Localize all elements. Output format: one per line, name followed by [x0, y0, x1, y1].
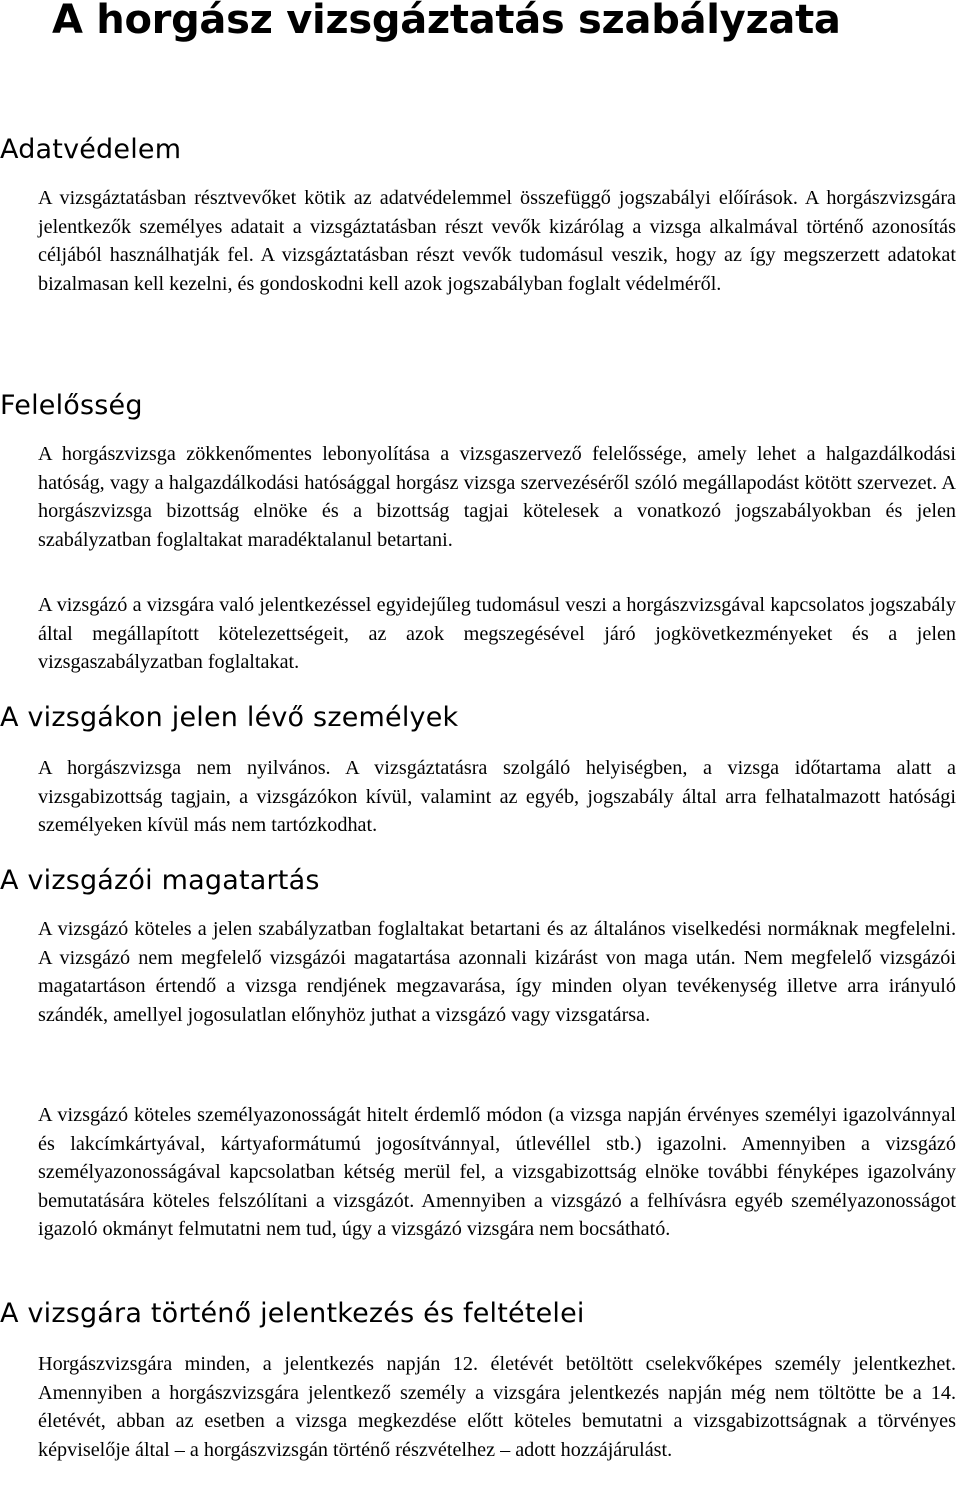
paragraph-vizsgazoi-magatartas-1: A vizsgázó köteles a jelen szabályzatban foglaltakat betartani és az általános viselkedési normáknak megfelelni. A vizsgázó nem megfelelő vizsgázói magatartása azonnali kizárást von maga után. Nem megfelelő vizsgázói magatartáson értendő a vizsga rendjének megzavarása, így minden olyan tevékenység illetve arra irányuló szándék, amellyel jogosulatlan előnyhöz juthat a vizsgázó vagy vizsgatársa. — [38, 918, 956, 1026]
heading-jelen-levo-szemelyek: A vizsgákon jelen lévő személyek — [0, 702, 459, 733]
paragraph-vizsgazoi-magatartas-2: A vizsgázó köteles személyazonosságát hitelt érdemlő módon (a vizsga napján érvényes személyi igazolvánnyal és lakcímkártyával, kártyaformátumú jogosítvánnyal, útlevéllel stb.) igazolni. Amennyiben a vizsgázó személyazonosságával kapcsolatban kétség merül fel, a vizsgabizottság elnöke további fényképes igazolvány bemutatására köteles felszólítani a vizsgázót. Amennyiben a vizsgázó a felhívásra egyéb személyazonosságot igazoló okmányt felmutatni nem tud, úgy a vizsgázó vizsgára nem bocsátható. — [38, 1104, 956, 1241]
heading-vizsgazoi-magatartas: A vizsgázói magatartás — [0, 865, 320, 896]
heading-felelosseg: Felelősség — [0, 390, 143, 421]
heading-jelentkezes-feltetelei: A vizsgára történő jelentkezés és feltételei — [0, 1298, 585, 1329]
heading-adatvedelem: Adatvédelem — [0, 134, 182, 165]
document-title: A horgász vizsgáztatás szabályzata — [52, 0, 841, 43]
paragraph-jelentkezes-feltetelei: Horgászvizsgára minden, a jelentkezés napján 12. életévét betöltött cselekvőképes személy jelentkezhet. Amennyiben a horgászvizsgára jelentkező személy a vizsgára jelentkezés napján még nem töltötte be a 14. életévét, abban az esetben a vizsga megkezdése előtt köteles bemutatni a vizsgabizottságnak a törvényes képviselője által – a horgászvizsgán történő részvételhez – adott hozzájárulást. — [38, 1353, 956, 1461]
paragraph-jelen-levo-szemelyek: A horgászvizsga nem nyilvános. A vizsgáztatásra szolgáló helyiségben, a vizsga időtartama alatt a vizsgabizottság tagjain, a vizsgázókon kívül, valamint az egyéb, jogszabály által arra felhatalmazott hatósági személyeken kívül más nem tartózkodhat. — [38, 757, 956, 837]
paragraph-felelosseg-2: A vizsgázó a vizsgára való jelentkezéssel egyidejűleg tudomásul veszi a horgászvizsgával kapcsolatos jogszabály által megállapított kötelezettségeit, az azok megszegésével járó jogkövetkezményeket és a jelen vizsgaszabályzatban foglaltakat. — [38, 594, 956, 674]
paragraph-felelosseg-1: A horgászvizsga zökkenőmentes lebonyolítása a vizsgaszervező felelőssége, amely lehet a halgazdálkodási hatóság, vagy a halgazdálkodási hatósággal horgász vizsga szervezéséről szóló megállapodást kötött szervezet. A horgászvizsga bizottság elnöke és a bizottság tagjai kötelesek a vonatkozó jogszabályokban és jelen szabályzatban foglaltakat maradéktalanul betartani. — [38, 443, 956, 551]
paragraph-adatvedelem: A vizsgáztatásban résztvevőket kötik az adatvédelemmel összefüggő jogszabályi előírások. A horgászvizsgára jelentkezők személyes adatait a vizsgáztatásban részt vevők kizárólag a vizsga alkalmával történő azonosítás céljából használhatják fel. A vizsgáztatásban részt vevők tudomásul veszik, hogy az így megszerzett adatokat bizalmasan kell kezelni, és gondoskodni kell azok jogszabályban foglalt védelméről. — [38, 187, 956, 295]
